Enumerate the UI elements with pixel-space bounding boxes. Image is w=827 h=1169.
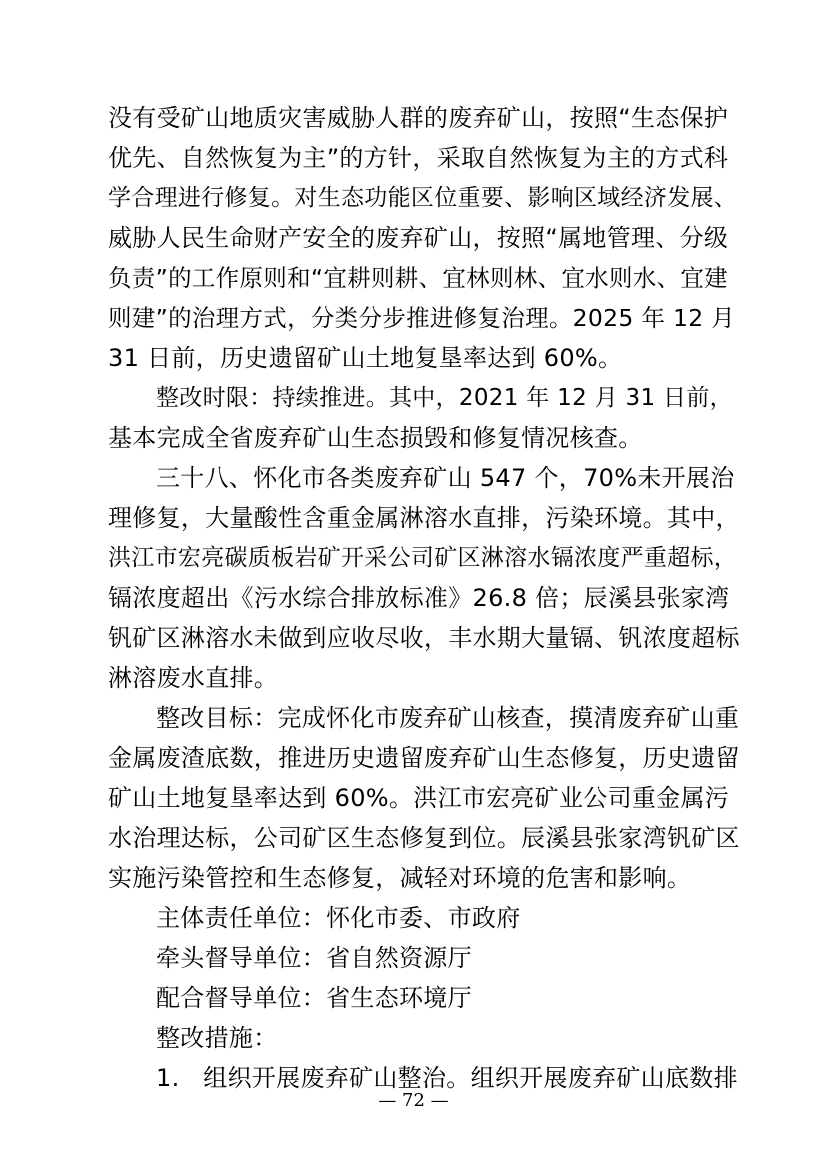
page-number: — 72 — — [378, 1090, 449, 1111]
text-line: 理修复，大量酸性含重金属淋溶水直排，污染环境。其中， — [108, 504, 740, 532]
text-line: 洪江市宏亮碳质板岩矿开采公司矿区淋溶水镉浓度严重超标， — [108, 545, 738, 571]
section-heading: 三十八、怀化市各类废弃矿山 547 个，70%未开展治 — [156, 464, 735, 492]
list-item: 1. 组织开展废弃矿山整治。组织开展废弃矿山底数排 — [156, 1064, 738, 1092]
text-line: 优先、自然恢复为主”的方针，采取自然恢复为主的方式科 — [108, 144, 729, 172]
text-line: 实施污染管控和生态修复，减轻对环境的危害和影响。 — [108, 864, 692, 892]
text-line: 学合理进行修复。对生态功能区位重要、影响区域经济发展、 — [108, 185, 738, 211]
text-line: 整改时限：持续推进。其中，2021 年 12 月 31 日前， — [156, 385, 733, 411]
text-line: 金属废渣底数，推进历史遗留废弃矿山生态修复，历史遗留 — [108, 744, 740, 772]
assisting-supervisor: 配合督导单位：省生态环境厅 — [156, 984, 472, 1012]
text-line: 负责”的工作原则和“宜耕则耕、宜林则林、宜水则水、宜建 — [108, 264, 728, 292]
text-line: 31 日前，历史遗留矿山土地复垦率达到 60%。 — [108, 344, 623, 372]
text-line: 则建”的治理方式，分类分步推进修复治理。2025 年 12 月 — [108, 304, 736, 332]
text-line: 威胁人民生命财产安全的废弃矿山，按照“属地管理、分级 — [108, 224, 729, 252]
responsible-unit: 主体责任单位：怀化市委、市政府 — [156, 904, 521, 932]
text-line: 矿山土地复垦率达到 60%。洪江市宏亮矿业公司重金属污 — [108, 784, 730, 812]
text-line: 基本完成全省废弃矿山生态损毁和修复情况核查。 — [108, 424, 643, 452]
lead-supervisor: 牵头督导单位：省自然资源厅 — [156, 944, 472, 972]
text-line: 淋溶废水直排。 — [108, 664, 279, 692]
text-line: 镉浓度超出《污水综合排放标准》26.8 倍；辰溪县张家湾 — [108, 584, 730, 612]
measures-heading: 整改措施： — [156, 1024, 278, 1052]
text-line: 水治理达标，公司矿区生态修复到位。辰溪县张家湾钒矿区 — [108, 824, 740, 852]
text-line: 整改目标：完成怀化市废弃矿山核查，摸清废弃矿山重 — [156, 704, 740, 732]
text-line: 钒矿区淋溶水未做到应收尽收，丰水期大量镉、钒浓度超标 — [108, 624, 740, 652]
text-line: 没有受矿山地质灾害威胁人群的废弃矿山，按照“生态保护 — [108, 104, 729, 132]
